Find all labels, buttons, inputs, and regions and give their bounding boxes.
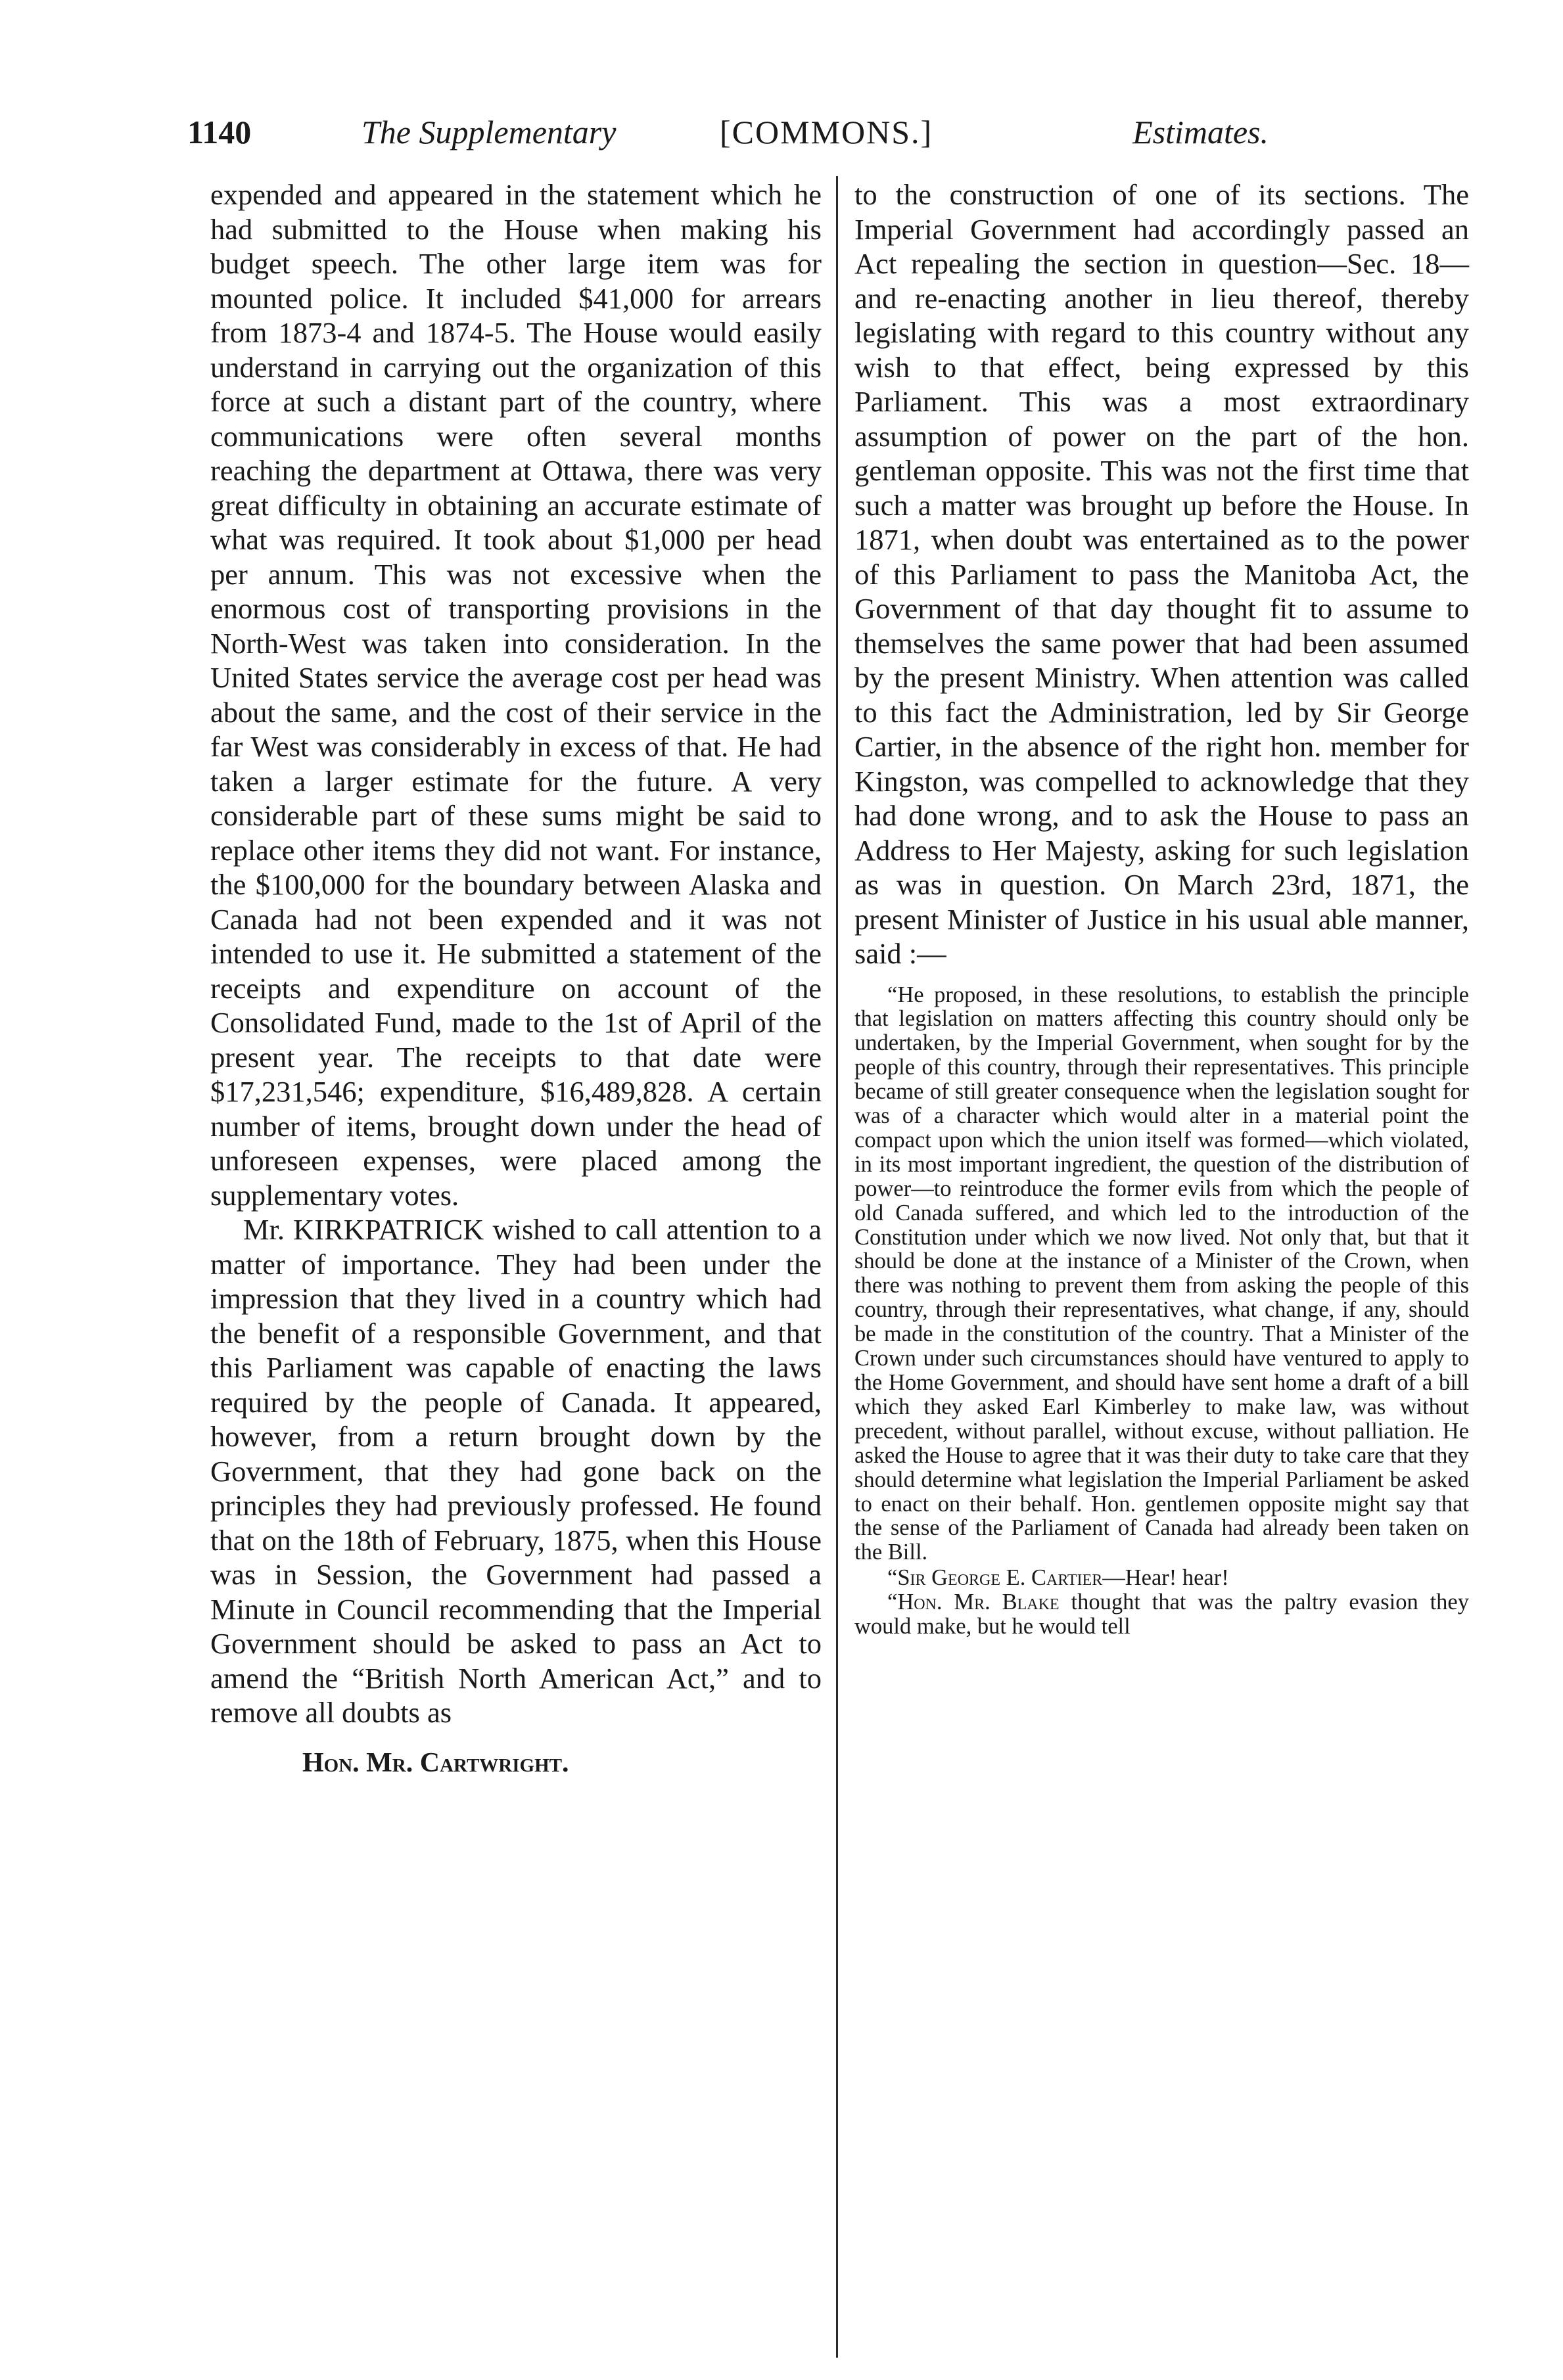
running-title-left: The Supplementary xyxy=(362,114,617,150)
speaker-signature: Hon. Mr. Cartwright. xyxy=(302,1747,569,1778)
speaker-kirkpatrick: Mr. KIRKPATRICK xyxy=(243,1213,484,1246)
left-paragraph-1: expended and appeared in the statement which he had submitted to the House when making his budget speech. The other large item was for mounted police. It included $41,000 for arrears from 1873-4 and 1874-5. The House would easily understand in carrying out the organization of this force at such a distant part of the country, where communications were often several months reaching the department at Ottawa, there was very great difficulty in obtaining an accurate estimate of what was required. It took about $1,000 per head per annum. This was not excessive when the enormous cost of transporting provisions in the North-West was taken into consideration. In the United States service the average cost per head was about the same, and the cost of their service in the far West was considerably in excess of that. He had taken a larger estimate for the future. A very considerable part of these sums might be said to replace other items they did not want. For instance, the $100,000 for the boundary between Alaska and Canada had not been expended and it was not intended to use it. He submitted a statement of the receipts and expenditure on account of the Consolidated Fund, made to the 1st of April of the present year. The receipts to that date were $17,231,546; expenditure, $16,489,828. A certain number of items, brought down under the head of unforeseen expenses, were placed among the supplementary votes. xyxy=(210,178,822,1212)
blake-text: thought that was the paltry evasion they would make, but he would tell xyxy=(854,1590,1469,1639)
page-header xyxy=(187,113,1282,166)
quote-interjection-cartier xyxy=(854,1566,1469,1590)
column-divider xyxy=(836,176,838,2358)
running-title-right: Estimates. xyxy=(1132,114,1269,150)
kirkpatrick-speech: wished to call attention to a matter of importance. They had been under the impression that they lived in a country which had the benefit of a responsible Government, and that this Parliament was capable of enacting the laws required by the people of Canada. It appeared, however, from a return brought down by the Government, that they had gone back on the principles they had previously professed. He found that on the 18th of February, 1875, when this House was in Session, the Government had passed a Minute in Council recommending that the Imperial Government should be asked to pass an Act to amend the “British North American Act,” and to remove all doubts as xyxy=(210,1213,822,1729)
right-paragraph-1: to the construction of one of its sections. The Imperial Government had accordingly passed an Act repealing the section in question—Sec. 18—and re-enacting another in lieu thereof, thereby legislating with regard to this country without any wish to that effect, being expressed by this Parliament. This was a most extraordinary assumption of power on the part of the hon. gentleman opposite. This was not the first time that such a matter was brought up before the House. In 1871, when doubt was entertained as to the power of this Parliament to pass the Manitoba Act, the Government of that day thought fit to assume to themselves the same power that had been assumed by the present Ministry. When attention was called to this fact the Administration, led by Sir George Cartier, in the absence of the right hon. member for Kingston, was compelled to acknowledge that they had done wrong, and to ask the House to pass an Address to Her Majesty, asking for such legislation as was in question. On March 23rd, 1871, the present Minister of Justice in his usual able manner, said :— xyxy=(854,178,1469,970)
right-column xyxy=(854,177,1469,1639)
page-number: 1140 xyxy=(187,114,252,150)
quote-blake xyxy=(854,1590,1469,1639)
left-paragraph-2 xyxy=(210,1212,822,1730)
quoted-speech: “He proposed, in these resolutions, to establish the principle that legislation on matters affecting this country should only be undertaken, by the Imperial Government, when sought for by the people of this country, through their representatives. This principle became of still greater consequence when the legislation sought for was of a character which would alter in a material point the compact upon which the union itself was formed—which violated, in its most important ingredient, the question of the distribution of power—to reintroduce the former evils from which the people of old Canada suffered, and which led to the introduction of the Constitution under which we now lived. Not only that, but that it should be done at the instance of a Minister of the Crown, when there was nothing to prevent them from asking the people of this country, through their representatives, what change, if any, should be made in the constitution of the country. That a Minister of the Crown under such circumstances should have ventured to apply to the Home Government, and should have sent home a draft of a bill which they asked Earl Kimberley to make law, was without precedent, without parallel, without excuse, without palliation. He asked the House to agree that it was their duty to take care that they should determine what legislation the Imperial Parliament be asked to enact on their behalf. Hon. gentlemen opposite might say that the sense of the Parliament of Canada had already been taken on the Bill. xyxy=(854,982,1469,1565)
speaker-blake: “Hon. Mr. Blake xyxy=(887,1590,1060,1615)
chamber-label: [COMMONS.] xyxy=(720,114,933,150)
speaker-cartier: “Sir George E. Cartier xyxy=(887,1565,1103,1591)
left-column xyxy=(210,177,822,1779)
cartier-text: —Hear! hear! xyxy=(1102,1565,1229,1591)
